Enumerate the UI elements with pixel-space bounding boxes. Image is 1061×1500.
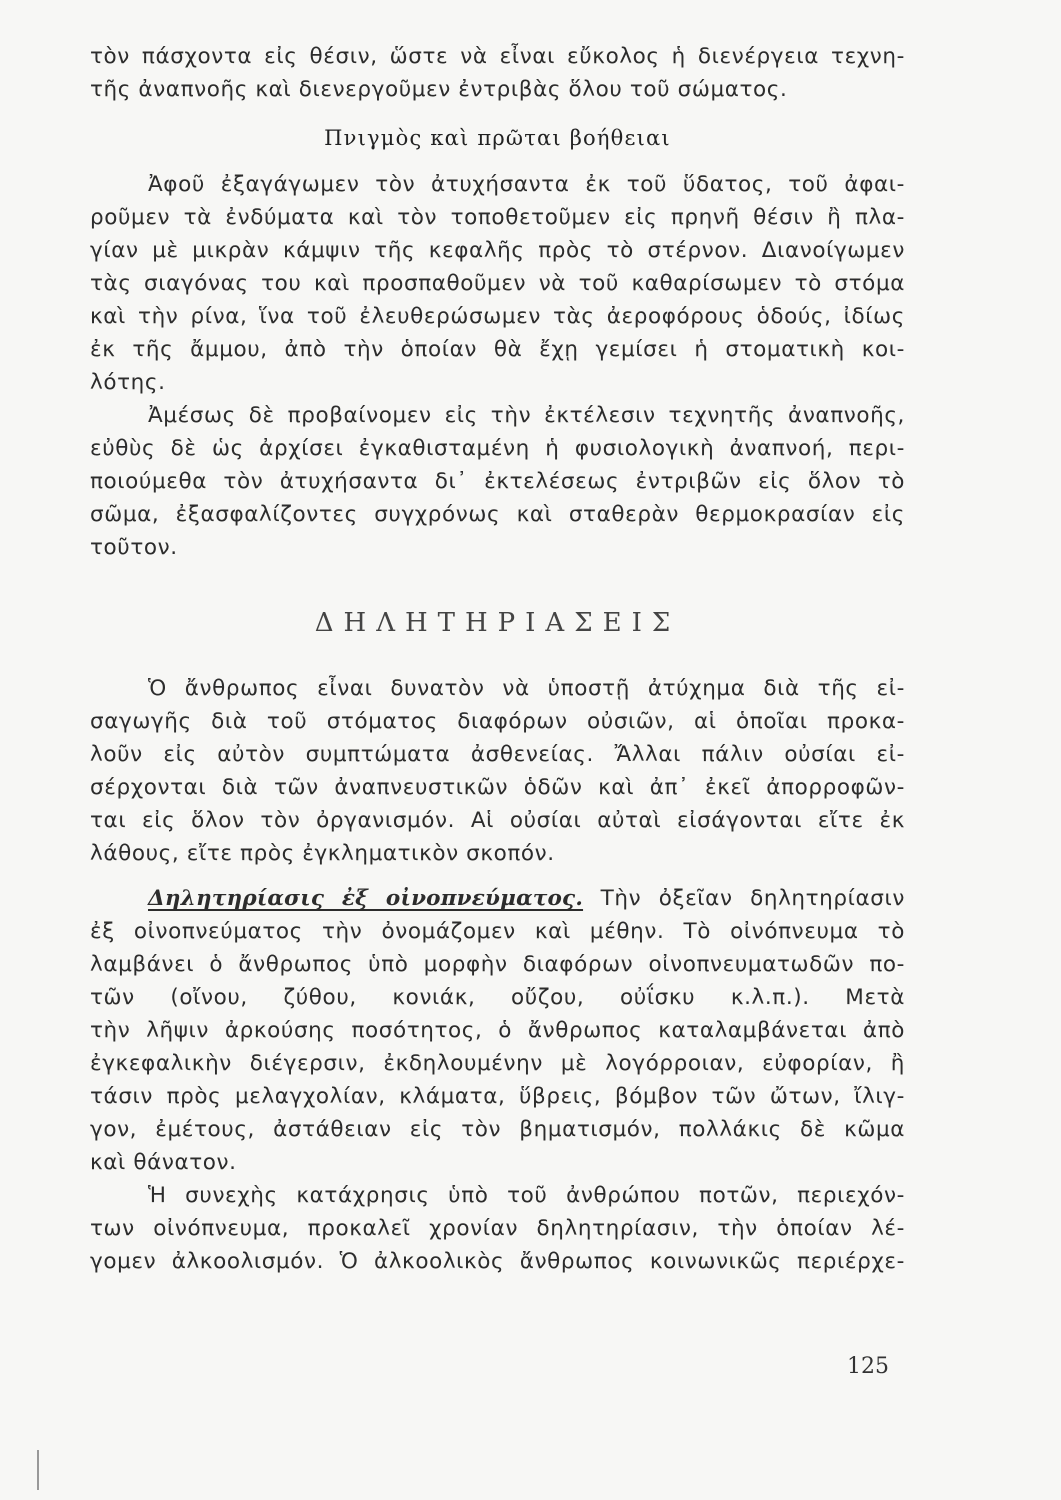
text-line: σαγωγῆς διὰ τοῦ στόματος διαφόρων οὐσιῶν, αἱ ὁποῖαι προκα- bbox=[90, 709, 905, 734]
text-line: γομεν ἀλκοολισμόν. Ὁ ἀλκοολικὸς ἄνθρωπος κοινωνικῶς περιέρχε- bbox=[90, 1249, 905, 1274]
text-line bbox=[90, 882, 905, 915]
text-line: τὴν λῆψιν ἀρκούσης ποσότητος, ὁ ἄνθρωπος καταλαμβάνεται ἀπὸ bbox=[90, 1018, 905, 1043]
text-line: τάσιν πρὸς μελαγχολίαν, κλάματα, ὕβρεις, βόμβον τῶν ὤτων, ἴλιγ- bbox=[90, 1084, 905, 1109]
text-line: τὰς σιαγόνας του καὶ προσπαθοῦμεν νὰ τοῦ καθαρίσωμεν τὸ στόμα bbox=[90, 271, 905, 296]
text-line: ἐξ οἰνοπνεύματος τὴν ὀνομάζομεν καὶ μέθην. Τὸ οἰνόπνευμα τὸ bbox=[90, 919, 905, 944]
section-subheading: Πνιγμὸς καὶ πρῶται βοήθειαι bbox=[324, 126, 671, 150]
text-line: ἐγκεφαλικὴν διέγερσιν, ἐκδηλουμένην μὲ λογόρροιαν, εὐφορίαν, ἢ bbox=[90, 1051, 905, 1076]
text-line: λάθους, εἴτε πρὸς ἐγκληματικὸν σκοπόν. bbox=[90, 841, 555, 866]
text-line: σῶμα, ἐξασφαλίζοντες συγχρόνως καὶ σταθερὰν θερμοκρασίαν εἰς bbox=[90, 502, 905, 527]
text-line: καὶ τὴν ρίνα, ἵνα τοῦ ἐλευθερώσωμεν τὰς ἀεροφόρους ὁδούς, ἰδίως bbox=[90, 304, 905, 329]
text-fragment: Τὴν ὀξεῖαν δηλητηρίασιν bbox=[600, 886, 905, 911]
alcohol-poisoning-heading: Δηλητηρίασις ἐξ οἰνοπνεύματος. bbox=[148, 886, 584, 911]
text-line: Ἀφοῦ ἐξαγάγωμεν τὸν ἀτυχήσαντα ἐκ τοῦ ὕδατος, τοῦ ἀφαι- bbox=[148, 172, 905, 197]
page-number: 125 bbox=[847, 1354, 889, 1379]
text-line: τῶν (οἴνου, ζύθου, κονιάκ, οὔζου, οὐΐσκυ κ.λ.π.). Μετὰ bbox=[90, 985, 905, 1010]
top-paragraph bbox=[90, 40, 905, 106]
text-line: των οἰνόπνευμα, προκαλεῖ χρονίαν δηλητηρίασιν, τὴν ὁποίαν λέ- bbox=[90, 1216, 905, 1241]
drowning-paragraph-2 bbox=[90, 399, 905, 564]
text-line: γίαν μὲ μικρὰν κάμψιν τῆς κεφαλῆς πρὸς τὸ στέρνον. Διανοίγωμεν bbox=[90, 238, 905, 263]
text-line: σέρχονται διὰ τῶν ἀναπνευστικῶν ὁδῶν καὶ ἀπ᾽ ἐκεῖ ἀπορροφῶν- bbox=[90, 775, 905, 800]
chapter-title: ΔΗΛΗΤΗΡΙΑΣΕΙΣ bbox=[314, 608, 681, 638]
text-line: ἐκ τῆς ἄμμου, ἀπὸ τὴν ὁποίαν θὰ ἔχῃ γεμίσει ἡ στοματικὴ κοι- bbox=[90, 337, 905, 362]
text-line: καὶ θάνατον. bbox=[90, 1150, 237, 1175]
text-line: ποιούμεθα τὸν ἀτυχήσαντα δι᾽ ἐκτελέσεως ἐντριβῶν εἰς ὅλον τὸ bbox=[90, 469, 905, 494]
text-line: τῆς ἀναπνοῆς καὶ διενεργοῦμεν ἐντριβὰς ὅλου τοῦ σώματος. bbox=[90, 77, 788, 102]
book-page bbox=[90, 40, 905, 1278]
text-line: ροῦμεν τὰ ἐνδύματα καὶ τὸν τοποθετοῦμεν εἰς πρηνῆ θέσιν ἢ πλα- bbox=[90, 205, 905, 230]
text-line: Ἀμέσως δὲ προβαίνομεν εἰς τὴν ἐκτέλεσιν τεχνητῆς ἀναπνοῆς, bbox=[148, 403, 905, 428]
text-line: τὸν πάσχοντα εἰς θέσιν, ὥστε νὰ εἶναι εὔκολος ἡ διενέργεια τεχνη- bbox=[90, 44, 905, 69]
poisoning-intro-paragraph bbox=[90, 672, 905, 870]
text-line: Ἡ συνεχὴς κατάχρησις ὑπὸ τοῦ ἀνθρώπου ποτῶν, περιεχόν- bbox=[148, 1183, 905, 1208]
scan-edge-mark bbox=[37, 1450, 39, 1490]
text-line: εὐθὺς δὲ ὡς ἀρχίσει ἐγκαθισταμένη ἡ φυσιολογικὴ ἀναπνοή, περι- bbox=[90, 436, 905, 461]
text-line: γον, ἐμέτους, ἀστάθειαν εἰς τὸν βηματισμόν, πολλάκις δὲ κῶμα bbox=[90, 1117, 905, 1142]
text-line: ται εἰς ὅλον τὸν ὀργανισμόν. Αἱ οὐσίαι αὐταὶ εἰσάγονται εἴτε ἐκ bbox=[90, 808, 905, 833]
drowning-paragraph-1 bbox=[90, 168, 905, 399]
text-line: λοῦν εἰς αὐτὸν συμπτώματα ἀσθενείας. Ἄλλαι πάλιν οὐσίαι εἰ- bbox=[90, 742, 905, 767]
text-line: λότης. bbox=[90, 370, 166, 395]
text-line: λαμβάνει ὁ ἄνθρωπος ὑπὸ μορφὴν διαφόρων οἰνοπνευματωδῶν πο- bbox=[90, 952, 905, 977]
alcohol-poisoning-paragraph bbox=[90, 882, 905, 1179]
alcoholism-paragraph bbox=[90, 1179, 905, 1278]
text-line: Ὁ ἄνθρωπος εἶναι δυνατὸν νὰ ὑποστῇ ἀτύχημα διὰ τῆς εἰ- bbox=[148, 676, 905, 701]
text-line: τοῦτον. bbox=[90, 535, 178, 560]
